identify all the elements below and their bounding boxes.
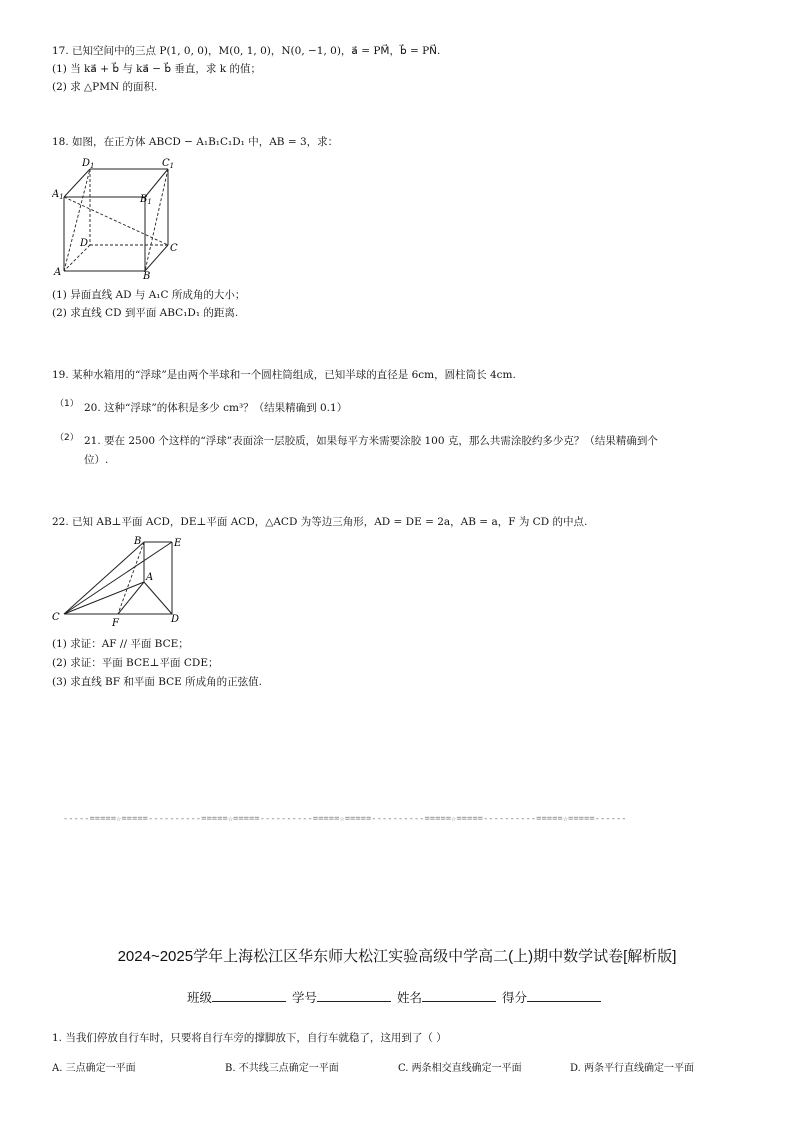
label-F: F xyxy=(112,618,119,629)
q22-part3: (3) 求直线 BF 和平面 BCE 所成角的正弦值. xyxy=(52,676,263,688)
name-blank[interactable] xyxy=(422,989,496,1002)
q19-sub2-line2: 位）. xyxy=(84,454,109,466)
q19-sub1: 20. 这种“浮球”的体积是多少 cm³？（结果精确到 0.1） xyxy=(84,402,348,414)
name-label: 姓名 xyxy=(397,991,423,1005)
class-blank[interactable] xyxy=(212,989,286,1002)
label-A: A xyxy=(54,267,62,278)
q22-diagram xyxy=(50,532,190,632)
label-B1: $B_1$ xyxy=(140,194,152,206)
score-blank[interactable] xyxy=(527,989,601,1002)
label-B: B xyxy=(134,536,142,547)
score-label: 得分 xyxy=(502,991,528,1005)
label-E: E xyxy=(174,538,182,549)
label-A: A xyxy=(146,572,154,583)
q17-part2: (2) 求 △PMN 的面积. xyxy=(52,81,158,93)
q1-option-a[interactable]: A. 三点确定一平面 xyxy=(52,1063,136,1074)
q19-sub1-number: （1） xyxy=(55,399,79,409)
q19-stem: 19. 某种水箱用的“浮球”是由两个半球和一个圆柱筒组成，已知半球的直径是 6cm，圆柱筒长 4cm. xyxy=(52,369,516,381)
q1-stem: 1. 当我们停放自行车时，只要将自行车旁的撑脚放下，自行车就稳了，这用到了（ ） xyxy=(52,1032,447,1044)
q18-stem: 18. 如图，在正方体 ABCD − A₁B₁C₁D₁ 中，AB = 3，求： xyxy=(52,136,339,148)
q19-sub2-line1: 21. 要在 2500 个这样的“浮球”表面涂一层胶质，如果每平方米需要涂胶 100 克，那么共需涂胶约多少克？（结果精确到个 xyxy=(84,435,658,447)
q22-part1: (1) 求证：AF // 平面 BCE； xyxy=(52,638,189,650)
q1-option-c[interactable]: C. 两条相交直线确定一平面 xyxy=(398,1063,522,1074)
label-D1: $D_1$ xyxy=(82,158,95,170)
label-D: D xyxy=(80,238,89,249)
label-D: D xyxy=(171,614,180,625)
exam-title: 2024~2025学年上海松江区华东师大松江实验高级中学高二(上)期中数学试卷[解析版] xyxy=(117,948,677,965)
label-C: C xyxy=(52,612,60,623)
q19-sub2-number: （2） xyxy=(55,433,79,443)
q17-part1: (1) 当 ka⃗ + b⃗ 与 ka⃗ − b⃗ 垂直，求 k 的值； xyxy=(52,63,261,75)
q18-part2: (2) 求直线 CD 到平面 ABC₁D₁ 的距离. xyxy=(52,307,239,319)
label-C1: $C_1$ xyxy=(162,158,175,170)
student-info-row xyxy=(0,988,794,1006)
class-label: 班级 xyxy=(186,991,212,1005)
cube-diagram xyxy=(52,155,182,280)
q22-stem: 22. 已知 AB⊥平面 ACD，DE⊥平面 ACD，△ACD 为等边三角形，AD = DE = 2a，AB = a，F 为 CD 的中点. xyxy=(52,516,588,528)
q22-part2: (2) 求证：平面 BCE⊥平面 CDE； xyxy=(52,657,219,669)
q1-option-d[interactable]: D. 两条平行直线确定一平面 xyxy=(570,1063,695,1074)
label-A1: $A_1$ xyxy=(52,189,64,201)
label-C: C xyxy=(170,243,178,254)
q1-option-b[interactable]: B. 不共线三点确定一平面 xyxy=(225,1063,339,1074)
label-B: B xyxy=(143,271,151,280)
page-separator: -----=====☆=====----------=====☆=====----------=====☆=====----------=====☆=====----------=====☆=====------ xyxy=(63,814,627,824)
id-blank[interactable] xyxy=(317,989,391,1002)
q18-part1: (1) 异面直线 AD 与 A₁C 所成角的大小； xyxy=(52,289,246,301)
id-label: 学号 xyxy=(291,991,317,1005)
q17-stem: 17. 已知空间中的三点 P(1, 0, 0)，M(0, 1, 0)，N(0, −1, 0)，a⃗ = PM⃗，b⃗ = PN⃗. xyxy=(52,45,441,57)
